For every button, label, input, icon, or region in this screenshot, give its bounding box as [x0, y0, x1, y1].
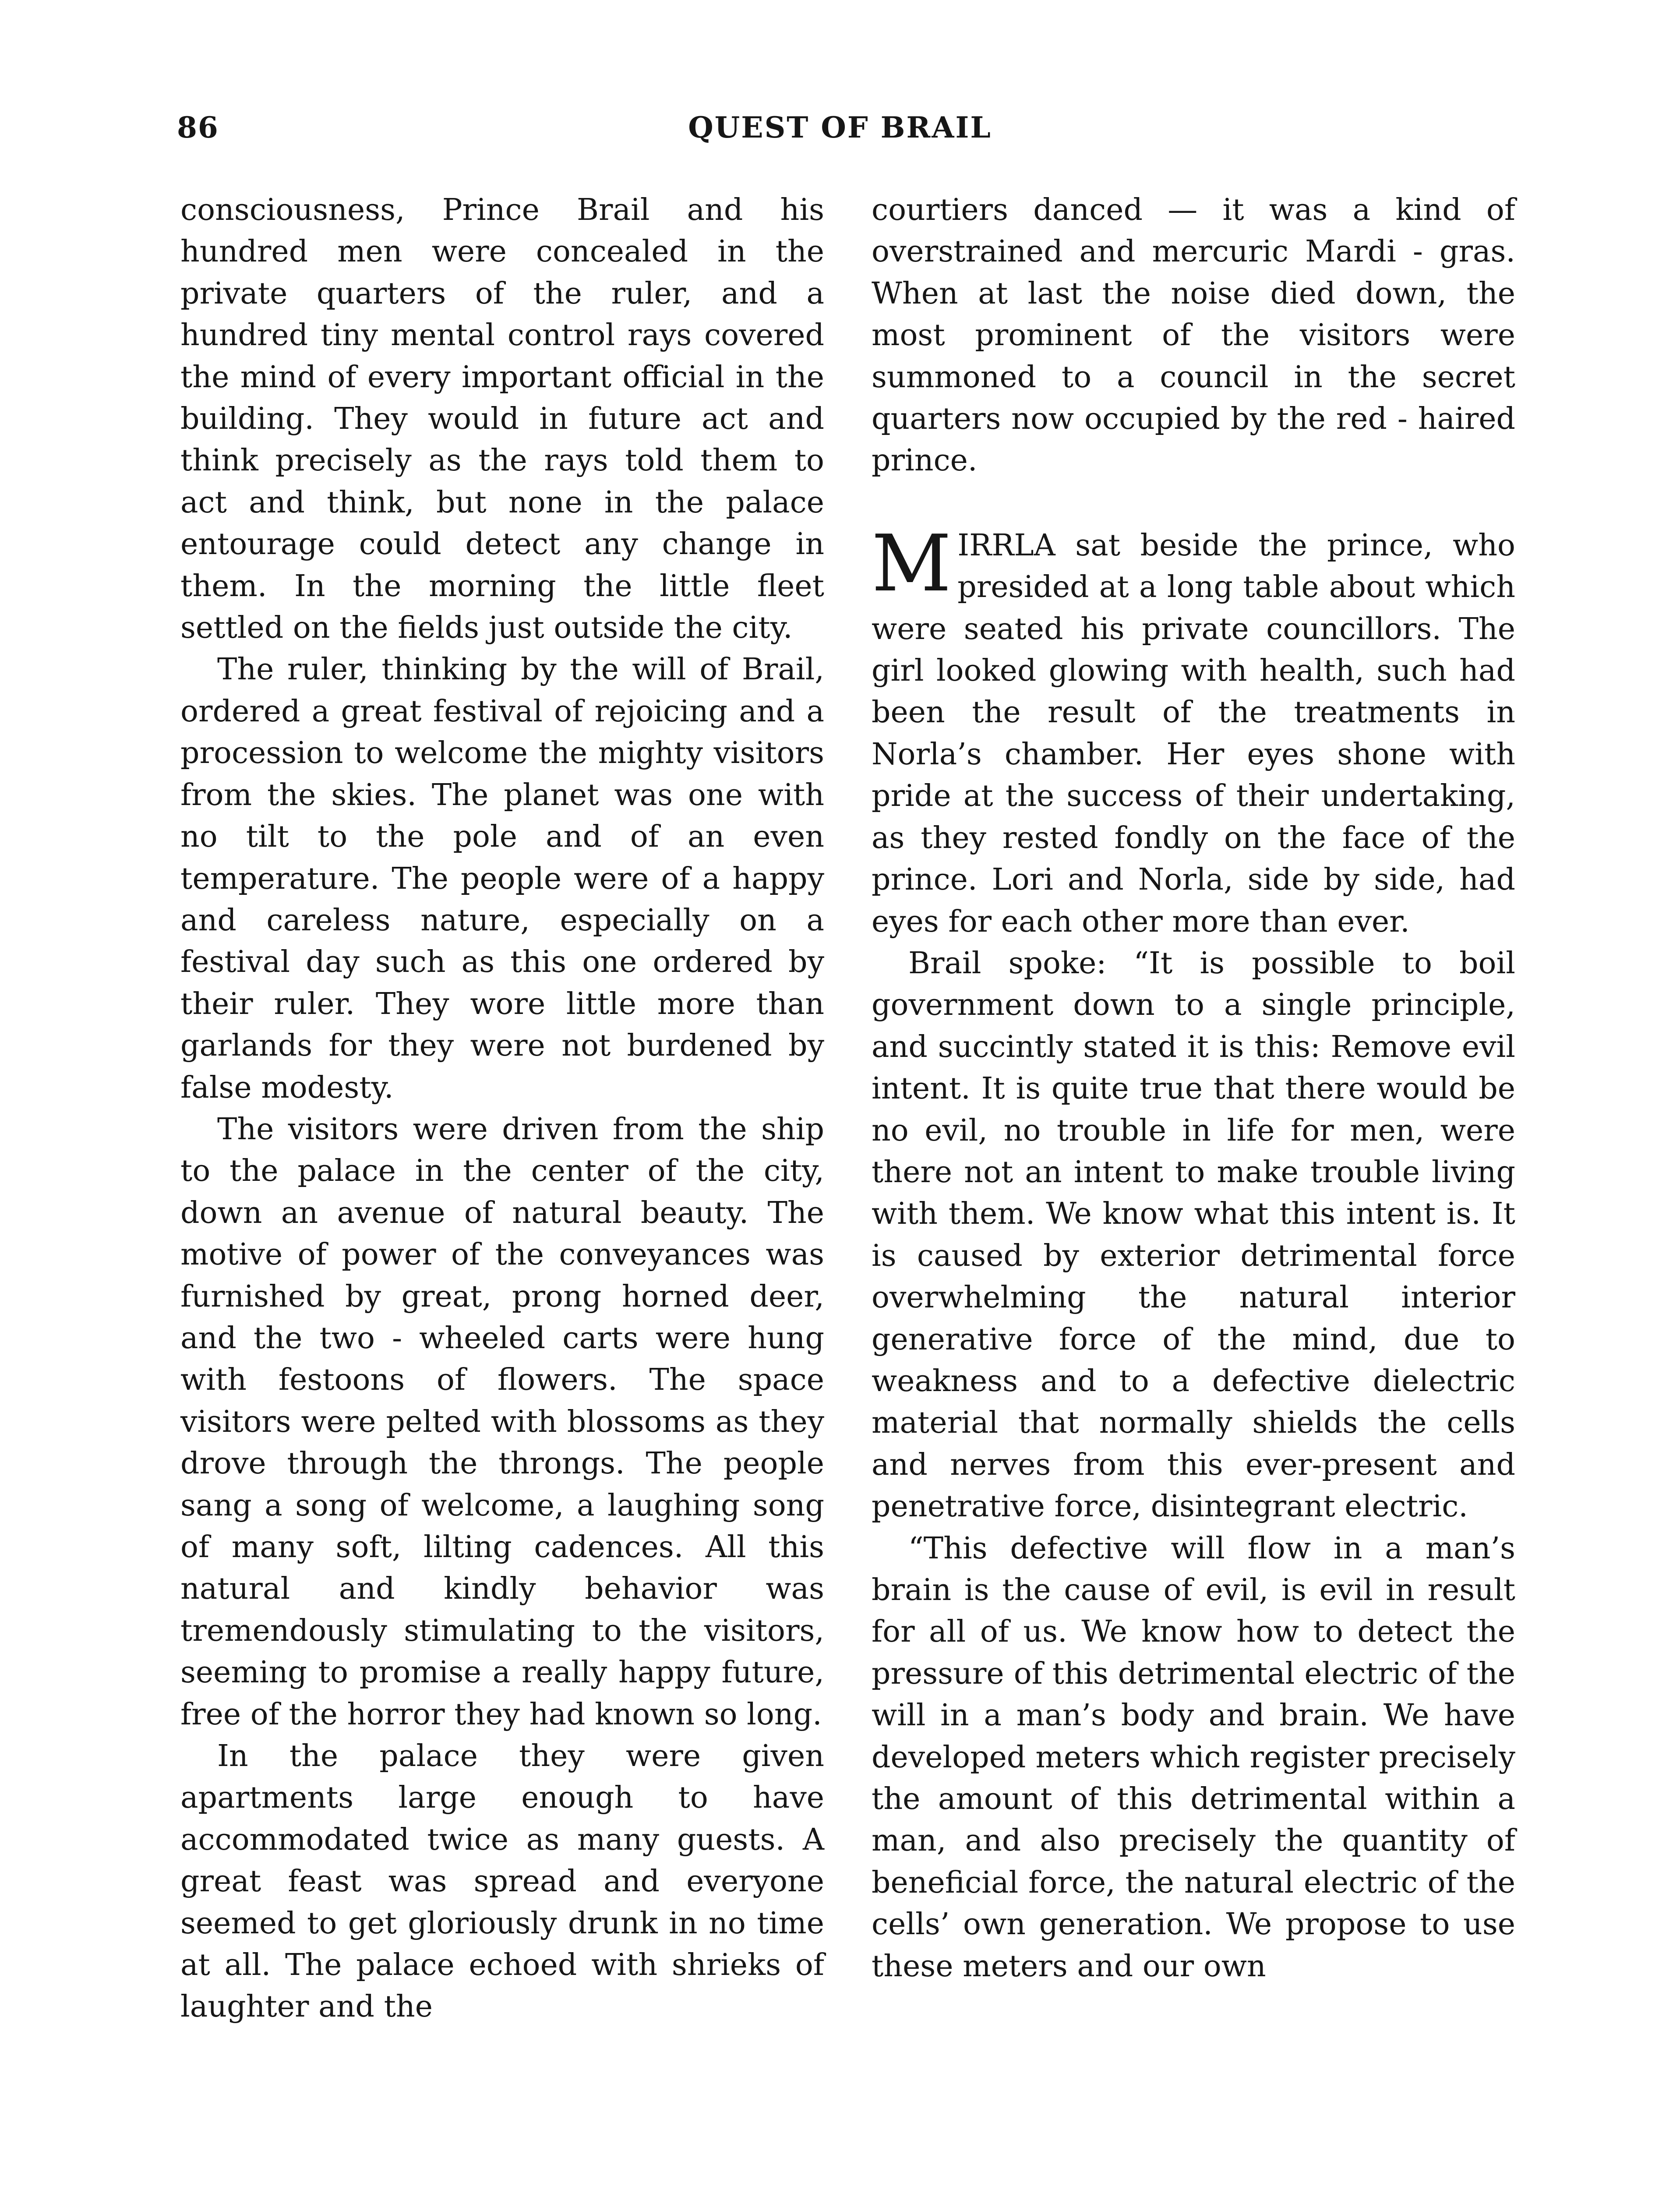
drop-cap-paragraph-text: IRRLA sat beside the prince, who presided at a long table about which were seated his private councillors. The girl looked glowing with health, such had been the result of the treatments in Norla’s chamber. Her eyes shone with pride at the success of their undertaking, as they rested fondly on the face of the prince. Lori and Norla, side by side, had eyes for each other more than ever. [872, 528, 1515, 939]
page-number: 86 [177, 110, 219, 145]
paragraph: The visitors were driven from the ship to the palace in the center of the city, down an avenue of natural beauty. The motive of power of the conveyances was furnished by great, prong horned deer, and the two - wheeled carts were hung with festoons of flowers. The space visitors were pelted with blossoms as they drove through the throngs. The people sang a song of welcome, a laughing song of many soft, lilting cadences. All this natural and kindly behavior was tremendously stimulating to the visitors, seeming to promise a really happy future, free of the horror they had known so long. [180, 1112, 824, 1732]
drop-cap-paragraph [872, 518, 1515, 943]
running-title: QUEST OF BRAIL [688, 110, 992, 145]
right-column [872, 189, 1515, 1987]
page-header [0, 110, 1680, 150]
paragraph: Brail spoke: “It is possible to boil government down to a single principle, and succintly stated it is this: Remove evil intent. It is quite true that there would be no evil, no trouble in life for men, were there not an intent to make trouble living with them. We know what this intent is. It is caused by exterior detrimental force overwhelming the natural interior generative force of the mind, due to weakness and to a defective dielectric material that normally shields the cells and nerves from this ever-present and penetrative force, disintegrant electric. [872, 946, 1515, 1524]
left-column [180, 189, 824, 2028]
paragraph: In the palace they were given apartments large enough to have accommodated twice as many guests. A great feast was spread and everyone seemed to get gloriously drunk in no time at all. The palace echoed with shrieks of laughter and the [180, 1739, 824, 2024]
paragraph: “This defective will flow in a man’s brain is the cause of evil, is evil in result for all of us. We know how to detect the pressure of this detrimental electric of the will in a man’s body and brain. We have developed meters which register precisely the amount of this detrimental within a man, and also precisely the quantity of beneficial force, the natural electric of the cells’ own generation. We propose to use these meters and our own [872, 1531, 1515, 1984]
paragraph: The ruler, thinking by the will of Brail, ordered a great festival of rejoicing and a procession to welcome the mighty visitors from the skies. The planet was one with no tilt to the pole and of an even temperature. The people were of a happy and careless nature, especially on a festival day such as this one ordered by their ruler. They wore little more than garlands for they were not burdened by false modesty. [180, 652, 824, 1105]
drop-cap: M [872, 518, 952, 609]
paragraph: courtiers danced — it was a kind of overstrained and mercuric Mardi - gras. When at last the noise died down, the most prominent of the visitors were summoned to a council in the secret quarters now occupied by the red - haired prince. [872, 193, 1515, 478]
paragraph: consciousness, Prince Brail and his hundred men were concealed in the private quarters of the ruler, and a hundred tiny mental control rays covered the mind of every important official in the building. They would in future act and think precisely as the rays told them to act and think, but none in the palace entourage could detect any change in them. In the morning the little fleet settled on the fields just outside the city. [180, 193, 824, 646]
